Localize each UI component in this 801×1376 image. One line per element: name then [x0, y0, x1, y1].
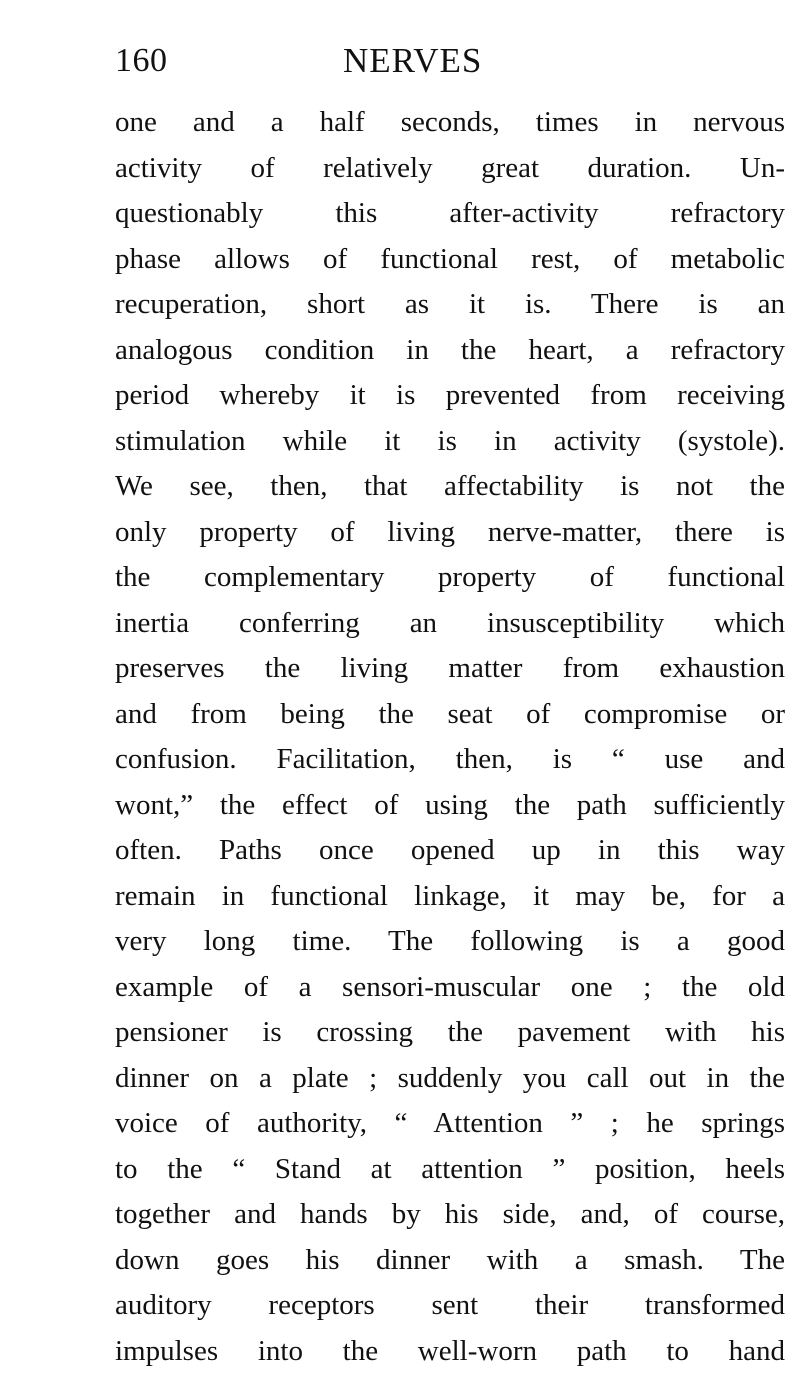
text-line: confusion. Facilitation, then, is “ use and: [115, 743, 785, 775]
text-line: voice of authority, “ Attention ” ; he springs: [115, 1107, 785, 1139]
text-line: impulses into the well-worn path to hand: [115, 1334, 785, 1367]
text-line: only property of living nerve-matter, there is: [115, 515, 785, 548]
text-line: often. Paths once opened up in this way: [115, 834, 785, 866]
text-line: inertia conferring an insusceptibility which: [115, 606, 785, 639]
text-line: to the “ Stand at attention ” position, heels: [115, 1152, 785, 1185]
text-line: We see, then, that affectability is not the: [115, 470, 785, 502]
text-line: pensioner is crossing the pavement with his: [115, 1016, 785, 1048]
page-number: 160: [115, 42, 168, 79]
text-line: wont,” the effect of using the path sufficiently: [115, 788, 785, 821]
text-line: the complementary property of functional: [115, 561, 785, 593]
text-line: period whereby it is prevented from receiving: [115, 379, 785, 411]
text-line: together and hands by his side, and, of course,: [115, 1198, 785, 1230]
text-line: very long time. The following is a good: [115, 925, 785, 957]
text-line: dinner on a plate ; suddenly you call out in the: [115, 1061, 785, 1094]
text-line: preserves the living matter from exhaustion: [115, 652, 785, 684]
text-line: analogous condition in the heart, a refractory: [115, 333, 785, 366]
running-title: NERVES: [343, 41, 483, 80]
text-line: remain in functional linkage, it may be, for a: [115, 879, 785, 912]
text-line: questionably this after-activity refractory: [115, 197, 785, 229]
text-line: activity of relatively great duration. Un-: [115, 151, 785, 184]
text-line: and from being the seat of compromise or: [115, 697, 785, 730]
page-header: [115, 38, 785, 84]
text-line: recuperation, short as it is. There is an: [115, 288, 785, 320]
text-line: stimulation while it is in activity (systole).: [115, 424, 785, 457]
text-line: one and a half seconds, times in nervous: [115, 106, 785, 138]
text-line: example of a sensori-muscular one ; the old: [115, 970, 785, 1003]
body-text: [115, 100, 785, 1374]
text-line: down goes his dinner with a smash. The: [115, 1243, 785, 1276]
text-line: auditory receptors sent their transformed: [115, 1289, 785, 1321]
text-line: phase allows of functional rest, of metabolic: [115, 242, 785, 275]
